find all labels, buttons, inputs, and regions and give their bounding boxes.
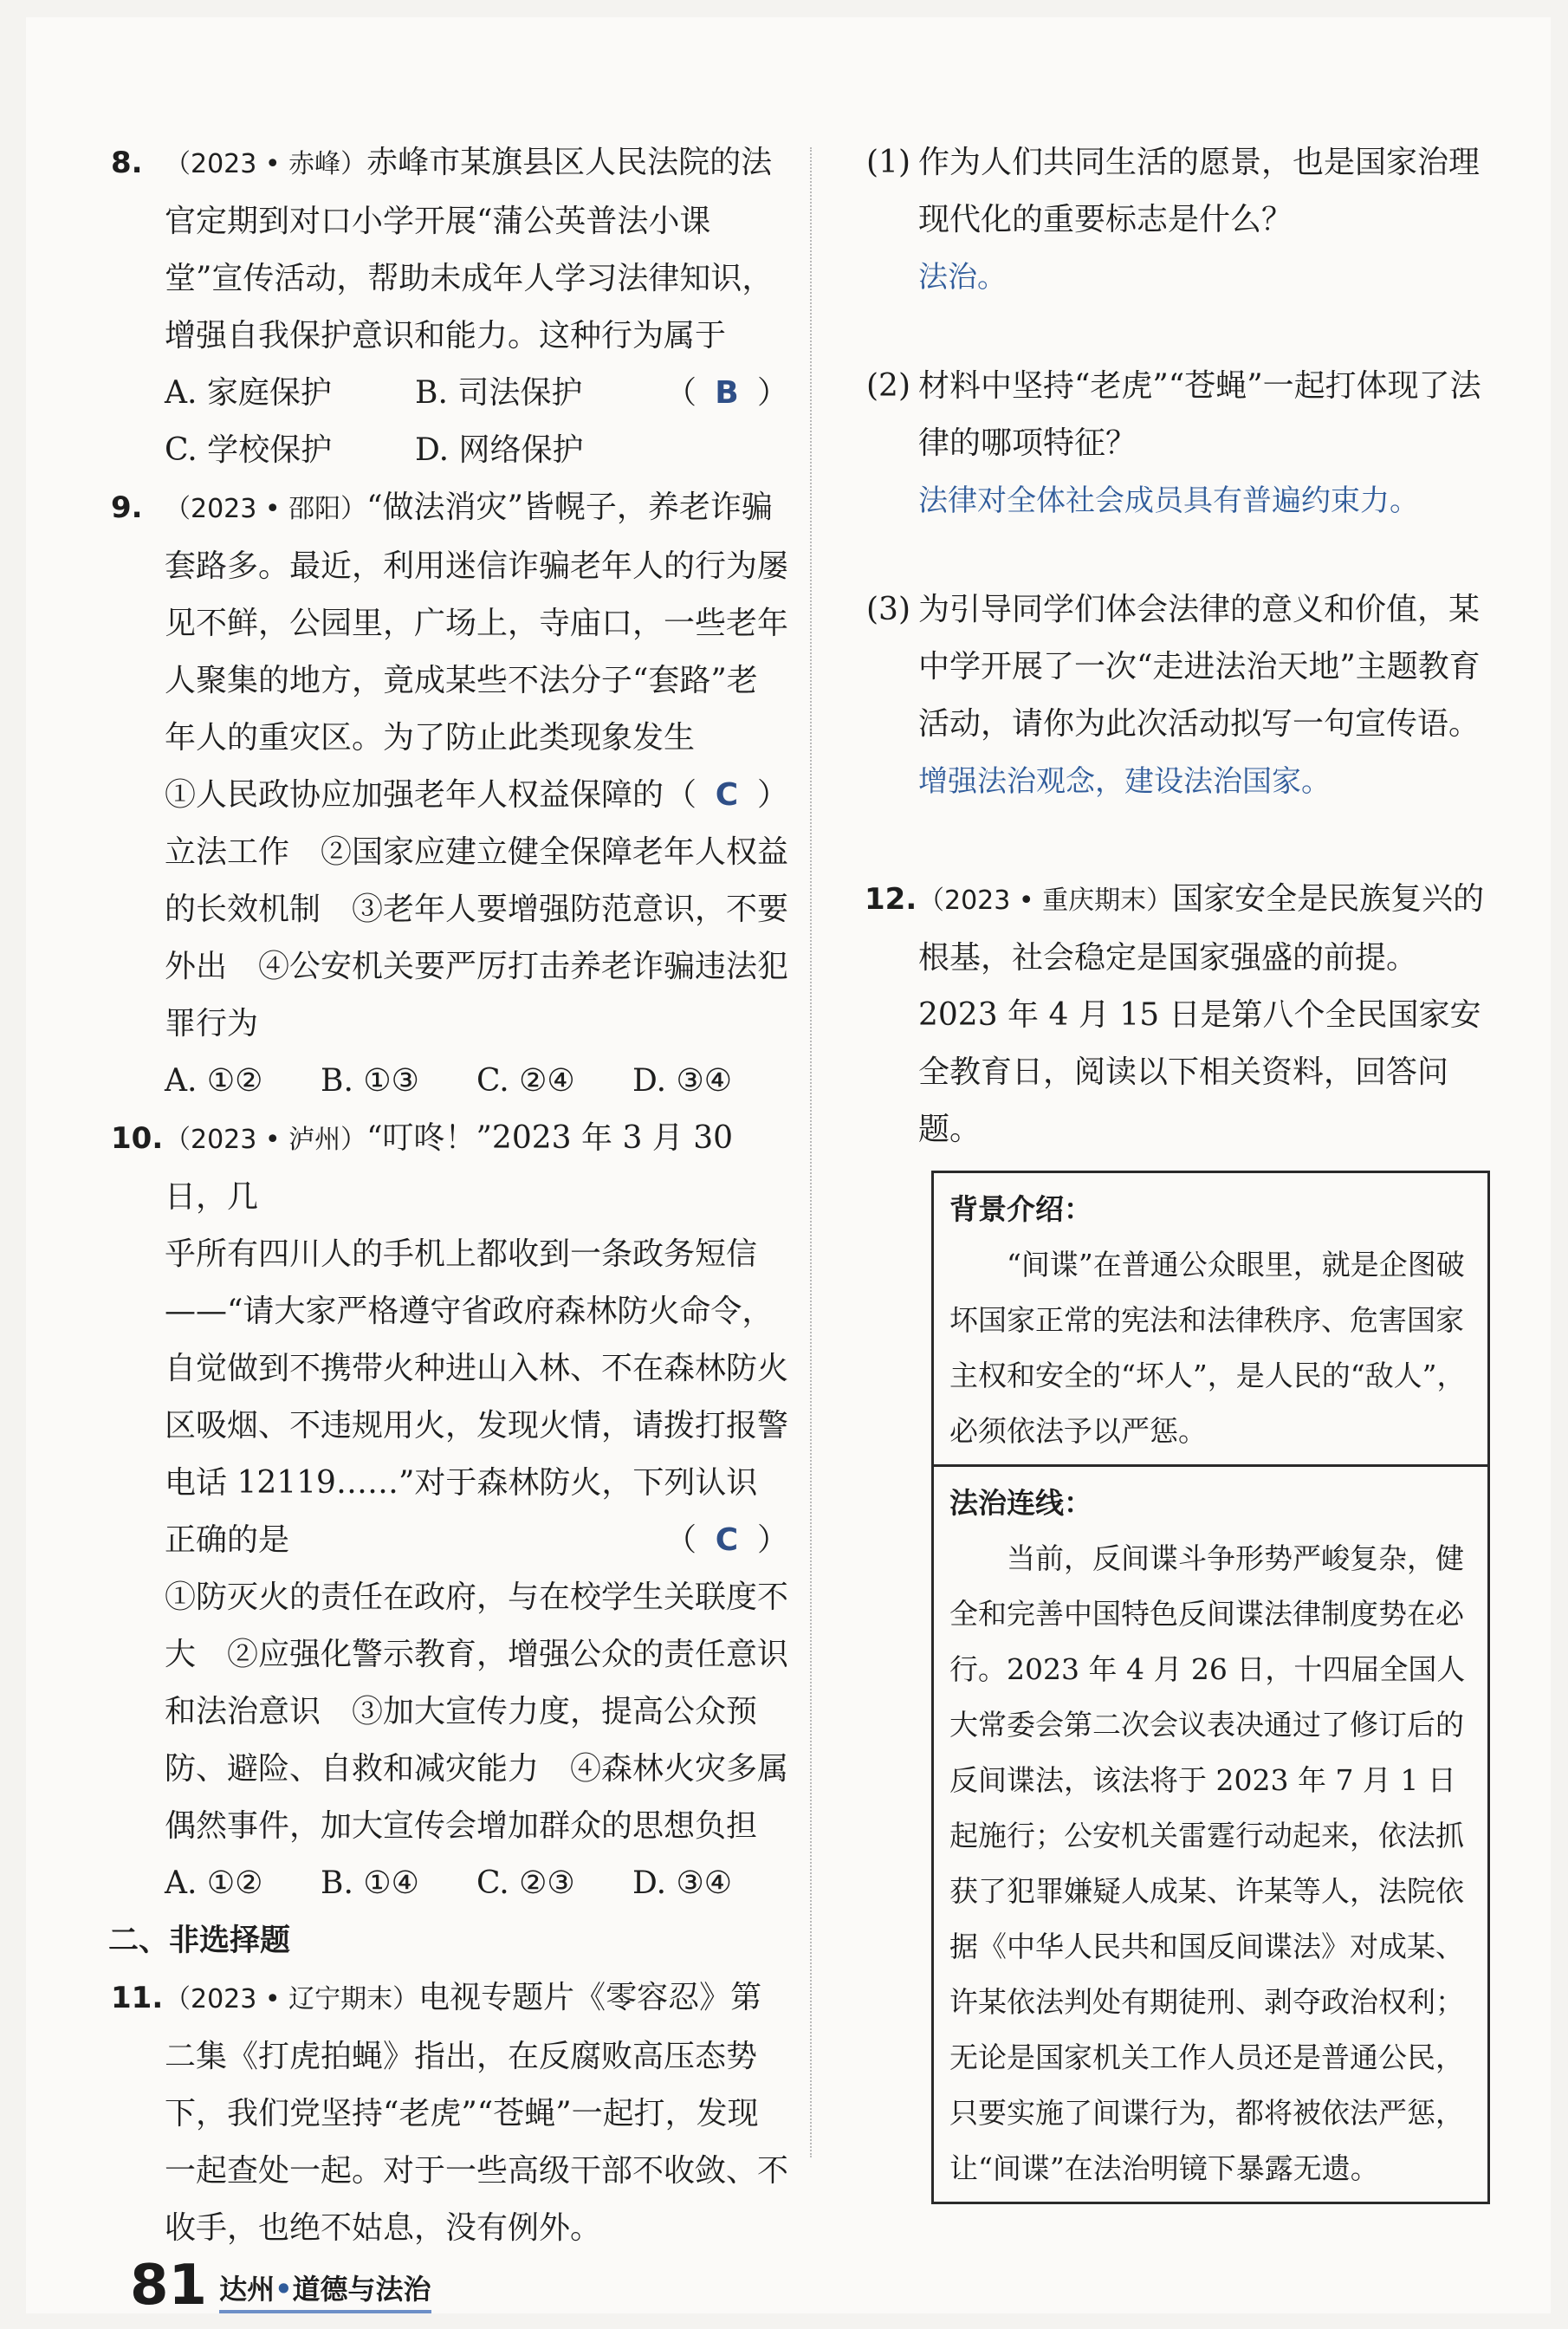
page-footer bbox=[130, 2244, 431, 2318]
question-number: 8. bbox=[111, 146, 143, 180]
page-number: 81 bbox=[130, 2254, 208, 2318]
book-series bbox=[219, 2272, 431, 2313]
question-number: 9. bbox=[111, 490, 143, 525]
background-text: “间谍”在普通公众眼里，就是企图破坏国家正常的宪法和法律秩序、危害国家主权和安全的“坏人”，是人民的“敌人”，必须依法予以严惩。 bbox=[949, 1248, 1466, 1448]
question-stem-line1: 电视专题片《零容忍》第 bbox=[418, 1980, 762, 2015]
question-stem-line1: 赤峰市某旗县区人民法院的法 bbox=[366, 145, 773, 180]
right-column bbox=[866, 134, 1490, 2204]
part-number: (3) bbox=[866, 592, 910, 627]
statement-items: ①人民政协应加强老年人权益保障的立法工作 ②国家应建立健全保障老年人权益的长效机制 ③老年人要增强防范意识，不要外出 ④公安机关要严厉打击养老诈骗违法犯罪行为 bbox=[165, 777, 789, 1041]
question-8 bbox=[113, 134, 788, 479]
question-10 bbox=[113, 1110, 788, 1912]
option-d: D. 网络保护 bbox=[414, 432, 584, 468]
part-question: 材料中坚持“老虎”“苍蝇”一起打体现了法律的哪项特征？ bbox=[918, 368, 1481, 461]
legal-link-text: 当前，反间谍斗争形势严峻复杂，健全和完善中国特色反间谍法律制度势在必行。2023 年 4 月 26 日，十四届全国人大常委会第二次会议表决通过了修订后的反间谍法，该法将于 2023 年 7 月 1 日起施行；公安机关雷霆行动起来，依法抓获了犯罪嫌疑人成某、许某等人，法院依据《中华人民共和国反间谍法》对成某、许某依法判处有期徒刑、剥夺政治权利；无论是国家机关工作人员还是普通公民，只要实施了间谍行为，都将被依法严惩，让“间谍”在法治明镜下暴露无遗。 bbox=[949, 1541, 1466, 2185]
answer-bracket: （ C ） bbox=[665, 1512, 788, 1569]
question-stem-line1: “做法消灾”皆幌子，养老诈骗 bbox=[366, 490, 773, 525]
question-12 bbox=[866, 871, 1490, 2204]
option-b: B. 司法保护 bbox=[414, 375, 583, 411]
region-label: 达州 bbox=[219, 2273, 275, 2306]
part-answer: 法治。 bbox=[918, 260, 1007, 295]
option-d: D. ③④ bbox=[632, 1865, 733, 1901]
question-stem: 官定期到对口小学开展“蒲公英普法小课堂”宣传活动，帮助未成年人学习法律知识，增强自我保护意识和能力。这种行为属于 bbox=[165, 204, 774, 354]
options bbox=[165, 1855, 788, 1912]
question-source: （2023 • 泸州） bbox=[165, 1125, 367, 1155]
question-9 bbox=[113, 479, 788, 1110]
question-stem: 根基，社会稳定是国家强盛的前提。2023 年 4 月 15 日是第八个全民国家安全教育日，阅读以下相关资料，回答问题。 bbox=[918, 940, 1481, 1147]
answer-choice: C bbox=[715, 1522, 739, 1558]
option-c: C. ②③ bbox=[476, 1865, 575, 1901]
option-a: A. 家庭保护 bbox=[165, 375, 332, 411]
question-stem-line1: 国家安全是民族复兴的 bbox=[1172, 881, 1485, 917]
question-number: 11. bbox=[111, 1981, 164, 2015]
question-stem: 套路多。最近，利用迷信诈骗老年人的行为屡见不鲜，公园里，广场上，寺庙口，一些老年人聚集的地方，竟成某些不法分子“套路”老年人的重灾区。为了防止此类现象发生 bbox=[165, 548, 789, 756]
option-d: D. ③④ bbox=[632, 1063, 733, 1099]
question-11-part-1 bbox=[866, 134, 1490, 306]
legal-link-title: 法治连线： bbox=[949, 1486, 1092, 1520]
question-source: （2023 • 重庆期末） bbox=[918, 886, 1173, 916]
part-number: (2) bbox=[866, 368, 910, 404]
answer-bracket: （ B ） bbox=[665, 365, 788, 422]
question-stem: 乎所有四川人的手机上都收到一条政务短信——“请大家严格遵守省政府森林防火命令，自觉做到不携带火种进山入林、不在森林防火区吸烟、不违规用火，发现火情，请拨打报警电话 12119……”对于森林防火，下列认识正确的是 bbox=[165, 1236, 789, 1558]
options bbox=[165, 365, 665, 479]
option-a: A. ①② bbox=[165, 1865, 263, 1901]
left-column bbox=[108, 134, 789, 2257]
material-box bbox=[931, 1171, 1490, 2204]
question-11 bbox=[113, 1969, 788, 2257]
part-question: 为引导同学们体会法律的意义和价值，某中学开展了一次“走进法治天地”主题教育活动，请你为此次活动拟写一句宣传语。 bbox=[918, 592, 1481, 742]
statement-items: ①防灭火的责任在政府，与在校学生关联度不大 ②应强化警示教育，增强公众的责任意识和法治意识 ③加大宣传力度，提高公众预防、避险、自救和减灾能力 ④森林火灾多属偶然事件，加大宣传会增加群众的思想负担 bbox=[165, 1580, 789, 1844]
question-number: 10. bbox=[111, 1121, 164, 1156]
part-answer: 增强法治观念，建设法治国家。 bbox=[918, 764, 1331, 799]
answer-bracket: （ C ） bbox=[665, 767, 788, 824]
option-b: B. ①③ bbox=[321, 1063, 419, 1099]
question-source: （2023 • 赤峰） bbox=[165, 149, 367, 179]
option-c: C. ②④ bbox=[476, 1063, 575, 1099]
subject-label: 道德与法治 bbox=[292, 2273, 431, 2306]
option-c: C. 学校保护 bbox=[165, 432, 333, 468]
legal-link-section bbox=[934, 1464, 1487, 2202]
question-11-part-3 bbox=[866, 581, 1490, 810]
question-11-part-2 bbox=[866, 358, 1490, 529]
question-stem-line1: “叮咚！”2023 年 3 月 30 日，几 bbox=[165, 1120, 734, 1215]
answer-choice: C bbox=[715, 777, 739, 813]
column-divider bbox=[810, 147, 812, 2157]
options bbox=[165, 1053, 788, 1110]
option-b: B. ①④ bbox=[321, 1865, 419, 1901]
question-stem: 二集《打虎拍蝇》指出，在反腐败高压态势下，我们党坚持“老虎”“苍蝇”一起打，发现一起查处一起。对于一些高级干部不收敛、不收手，也绝不姑息，没有例外。 bbox=[165, 2039, 789, 2246]
question-number: 12. bbox=[865, 882, 917, 917]
part-number: (1) bbox=[866, 145, 910, 180]
answer-choice: B bbox=[715, 375, 739, 411]
option-a: A. ①② bbox=[165, 1063, 263, 1099]
separator-dot: • bbox=[275, 2273, 293, 2306]
part-question: 作为人们共同生活的愿景，也是国家治理现代化的重要标志是什么？ bbox=[918, 145, 1481, 237]
background-title: 背景介绍： bbox=[949, 1192, 1092, 1226]
background-section bbox=[934, 1173, 1487, 1464]
section-title: 二、非选择题 bbox=[108, 1924, 291, 1958]
question-source: （2023 • 辽宁期末） bbox=[165, 1984, 419, 2014]
part-answer: 法律对全体社会成员具有普遍约束力。 bbox=[918, 483, 1419, 518]
question-source: （2023 • 邵阳） bbox=[165, 494, 367, 524]
